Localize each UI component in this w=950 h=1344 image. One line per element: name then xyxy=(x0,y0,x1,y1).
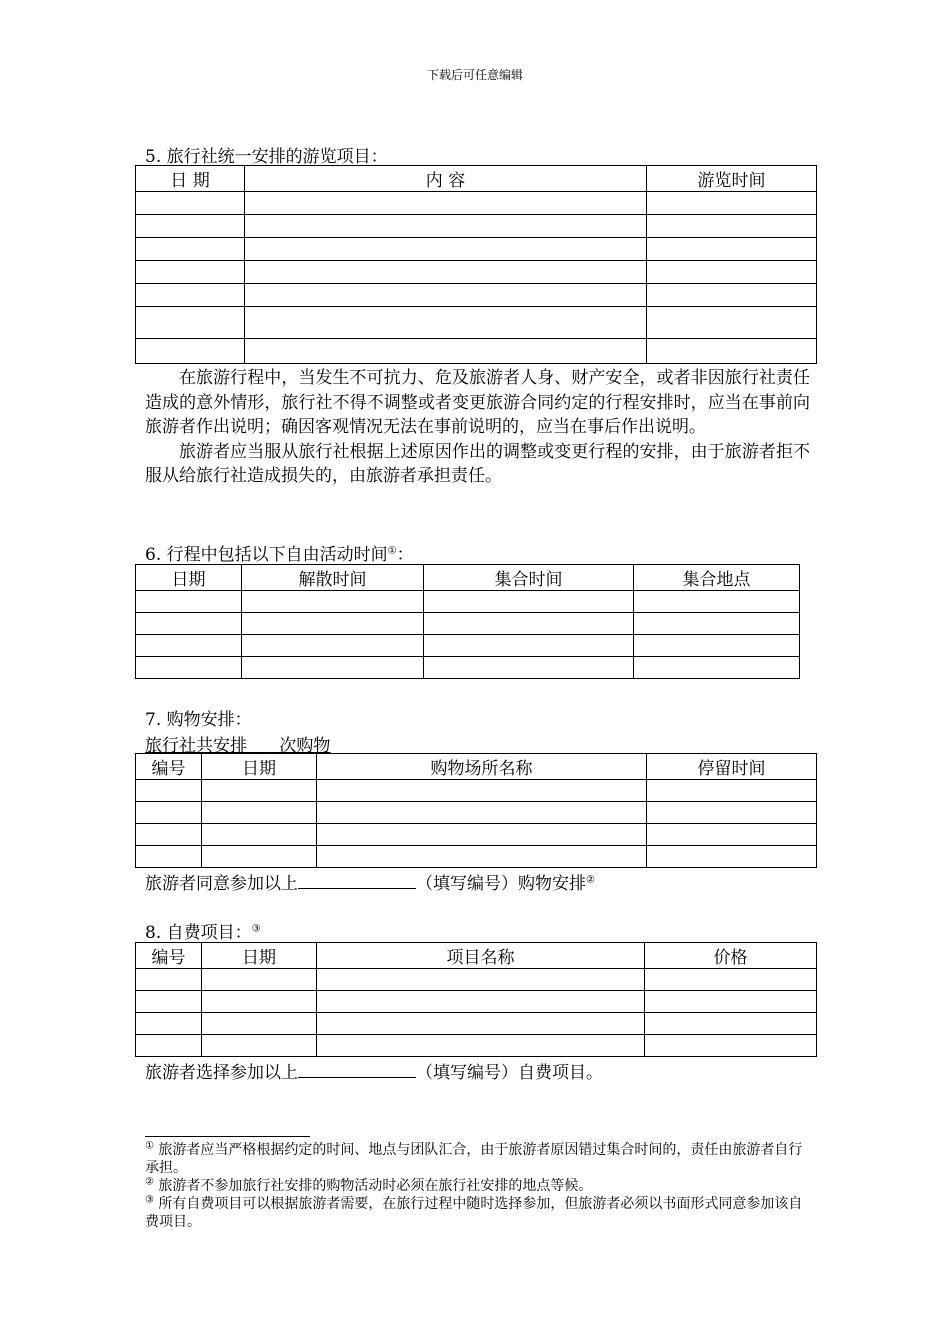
table-cell[interactable] xyxy=(136,846,202,868)
table-cell[interactable] xyxy=(647,261,817,284)
table-cell[interactable] xyxy=(136,969,202,991)
table-cell[interactable] xyxy=(136,284,245,307)
table-row xyxy=(136,307,817,339)
itinerary-change-clauses xyxy=(145,366,810,489)
table-cell[interactable] xyxy=(202,1035,317,1057)
footnote-mark: ② xyxy=(145,1176,154,1188)
table-cell[interactable] xyxy=(245,261,647,284)
table-cell[interactable] xyxy=(242,635,424,657)
table-cell[interactable] xyxy=(317,1035,645,1057)
table-row xyxy=(136,1013,817,1035)
table-cell[interactable] xyxy=(136,824,202,846)
section6-title-suffix: ： xyxy=(396,545,414,565)
section5-title: 5. 旅行社统一安排的游览项目： xyxy=(145,147,388,167)
table-cell[interactable] xyxy=(424,613,634,635)
shopping-number-blank[interactable] xyxy=(298,872,416,889)
table-cell[interactable] xyxy=(645,1013,817,1035)
table-row xyxy=(136,780,817,802)
table-cell[interactable] xyxy=(245,307,647,339)
table-cell[interactable] xyxy=(202,846,317,868)
table-cell[interactable] xyxy=(136,657,242,679)
table-row xyxy=(136,238,817,261)
col-header-date: 日期 xyxy=(202,943,317,969)
table-cell[interactable] xyxy=(634,657,800,679)
clause-paragraph-2: 旅游者应当服从旅行社根据上述原因作出的调整或变更行程的安排，由于旅游者拒不服从给旅行社造成损失的，由旅游者承担责任。 xyxy=(145,441,810,486)
table-cell[interactable] xyxy=(647,192,817,215)
table-row xyxy=(136,657,800,679)
table-cell[interactable] xyxy=(242,657,424,679)
col-header-price: 价格 xyxy=(645,943,817,969)
table-cell[interactable] xyxy=(317,1013,645,1035)
shopping-table xyxy=(135,753,817,868)
col-header-tour-time: 游览时间 xyxy=(647,166,817,192)
footnote-mark: ③ xyxy=(145,1194,154,1206)
table-cell[interactable] xyxy=(245,238,647,261)
section8-title xyxy=(145,918,261,943)
table-cell[interactable] xyxy=(317,802,647,824)
table-cell[interactable] xyxy=(317,991,645,1013)
col-header-gather-place: 集合地点 xyxy=(634,565,800,591)
table-cell[interactable] xyxy=(136,635,242,657)
table-row xyxy=(136,824,817,846)
table-cell[interactable] xyxy=(202,1013,317,1035)
section6-title-text: 6. 行程中包括以下自由活动时间 xyxy=(145,545,388,565)
table-cell[interactable] xyxy=(242,591,424,613)
table-cell[interactable] xyxy=(317,846,647,868)
footnote-2 xyxy=(145,1177,810,1195)
table-cell[interactable] xyxy=(424,591,634,613)
table-cell[interactable] xyxy=(317,824,647,846)
table-cell[interactable] xyxy=(136,215,245,238)
optional-number-blank[interactable] xyxy=(298,1061,416,1078)
table-cell[interactable] xyxy=(647,339,817,364)
table-cell[interactable] xyxy=(136,238,245,261)
col-header-item-name: 项目名称 xyxy=(317,943,645,969)
col-header-dismiss-time: 解散时间 xyxy=(242,565,424,591)
table-cell[interactable] xyxy=(634,591,800,613)
table-cell[interactable] xyxy=(136,613,242,635)
footnote-ref-1[interactable]: ① xyxy=(387,545,397,557)
table-cell[interactable] xyxy=(136,339,245,364)
table-row xyxy=(136,1035,817,1057)
table-cell[interactable] xyxy=(136,192,245,215)
table-row xyxy=(136,215,817,238)
table-row xyxy=(136,991,817,1013)
col-header-content: 内 容 xyxy=(245,166,647,192)
table-cell[interactable] xyxy=(245,284,647,307)
shopping-consent-line xyxy=(145,869,595,894)
table-cell[interactable] xyxy=(424,635,634,657)
table-cell[interactable] xyxy=(647,780,817,802)
table-cell[interactable] xyxy=(647,824,817,846)
shopping-count-line[interactable]: 旅行社共安排 次购物 xyxy=(145,736,331,756)
table-cell[interactable] xyxy=(136,307,245,339)
table-row xyxy=(136,846,817,868)
optional-items-table xyxy=(135,942,817,1057)
section6-title xyxy=(145,540,414,565)
col-header-gather-time: 集合时间 xyxy=(424,565,634,591)
footnote-3 xyxy=(145,1195,810,1231)
consent-suffix: （填写编号）购物安排 xyxy=(416,874,586,894)
table-cell[interactable] xyxy=(136,1035,202,1057)
table-cell[interactable] xyxy=(647,284,817,307)
footnote-mark: ① xyxy=(145,1140,154,1152)
section8-title-text: 8. 自费项目： xyxy=(145,923,252,943)
table-cell[interactable] xyxy=(202,991,317,1013)
table-cell[interactable] xyxy=(245,339,647,364)
table-cell[interactable] xyxy=(136,780,202,802)
table-cell[interactable] xyxy=(645,991,817,1013)
table-row xyxy=(136,339,817,364)
consent-suffix: （填写编号）自费项目。 xyxy=(416,1063,603,1083)
table-cell[interactable] xyxy=(136,802,202,824)
table-cell[interactable] xyxy=(645,1035,817,1057)
sightseeing-table xyxy=(135,165,817,364)
table-row xyxy=(136,192,817,215)
optional-consent-line xyxy=(145,1058,603,1083)
table-cell[interactable] xyxy=(317,969,645,991)
footnote-ref-2[interactable]: ② xyxy=(586,874,595,886)
table-cell[interactable] xyxy=(202,802,317,824)
col-header-shop-name: 购物场所名称 xyxy=(317,754,647,780)
free-activity-table xyxy=(135,564,800,679)
col-header-date: 日期 xyxy=(202,754,317,780)
footnotes xyxy=(145,1141,810,1231)
col-header-stay-time: 停留时间 xyxy=(647,754,817,780)
table-cell[interactable] xyxy=(634,635,800,657)
table-cell[interactable] xyxy=(245,215,647,238)
col-header-number: 编号 xyxy=(136,754,202,780)
table-cell[interactable] xyxy=(317,780,647,802)
clause-paragraph-1: 在旅游行程中，当发生不可抗力、危及旅游者人身、财产安全，或者非因旅行社责任造成的意外情形，旅行社不得不调整或者变更旅游合同约定的行程安排时，应当在事前向旅游者作出说明；确因客观情况无法在事前说明的，应当在事后作出说明。 xyxy=(145,368,810,437)
table-cell[interactable] xyxy=(634,613,800,635)
table-cell[interactable] xyxy=(245,192,647,215)
table-cell[interactable] xyxy=(202,780,317,802)
footnote-text: 旅游者不参加旅行社安排的购物活动时必须在旅行社安排的地点等候。 xyxy=(153,1178,593,1194)
table-cell[interactable] xyxy=(424,657,634,679)
table-cell[interactable] xyxy=(647,307,817,339)
table-row xyxy=(136,591,800,613)
table-row xyxy=(136,284,817,307)
col-header-number: 编号 xyxy=(136,943,202,969)
table-cell[interactable] xyxy=(202,969,317,991)
table-row xyxy=(136,802,817,824)
footnote-1 xyxy=(145,1141,810,1177)
consent-prefix: 旅游者选择参加以上 xyxy=(145,1063,298,1083)
table-row xyxy=(136,613,800,635)
footnote-ref-3[interactable]: ③ xyxy=(251,923,261,935)
table-cell[interactable] xyxy=(647,215,817,238)
table-cell[interactable] xyxy=(202,824,317,846)
table-cell[interactable] xyxy=(645,969,817,991)
col-header-date: 日期 xyxy=(136,565,242,591)
footnote-text: 所有自费项目可以根据旅游者需要，在旅行过程中随时选择参加，但旅游者必须以书面形式同意参加该自费项目。 xyxy=(145,1196,803,1230)
table-row xyxy=(136,635,800,657)
table-cell[interactable] xyxy=(647,846,817,868)
table-row xyxy=(136,261,817,284)
table-cell[interactable] xyxy=(136,591,242,613)
section7-title: 7. 购物安排： xyxy=(145,710,252,730)
header-note: 下载后可任意编辑 xyxy=(426,68,523,82)
consent-prefix: 旅游者同意参加以上 xyxy=(145,874,298,894)
footnote-text: 旅游者应当严格根据约定的时间、地点与团队汇合，由于旅游者原因错过集合时间的，责任由旅游者自行承担。 xyxy=(145,1142,803,1176)
footnote-separator xyxy=(145,1136,310,1137)
table-cell[interactable] xyxy=(242,613,424,635)
table-cell[interactable] xyxy=(136,1013,202,1035)
table-cell[interactable] xyxy=(647,238,817,261)
table-row xyxy=(136,969,817,991)
table-cell[interactable] xyxy=(136,261,245,284)
table-cell[interactable] xyxy=(647,802,817,824)
col-header-date: 日 期 xyxy=(136,166,245,192)
table-cell[interactable] xyxy=(136,991,202,1013)
